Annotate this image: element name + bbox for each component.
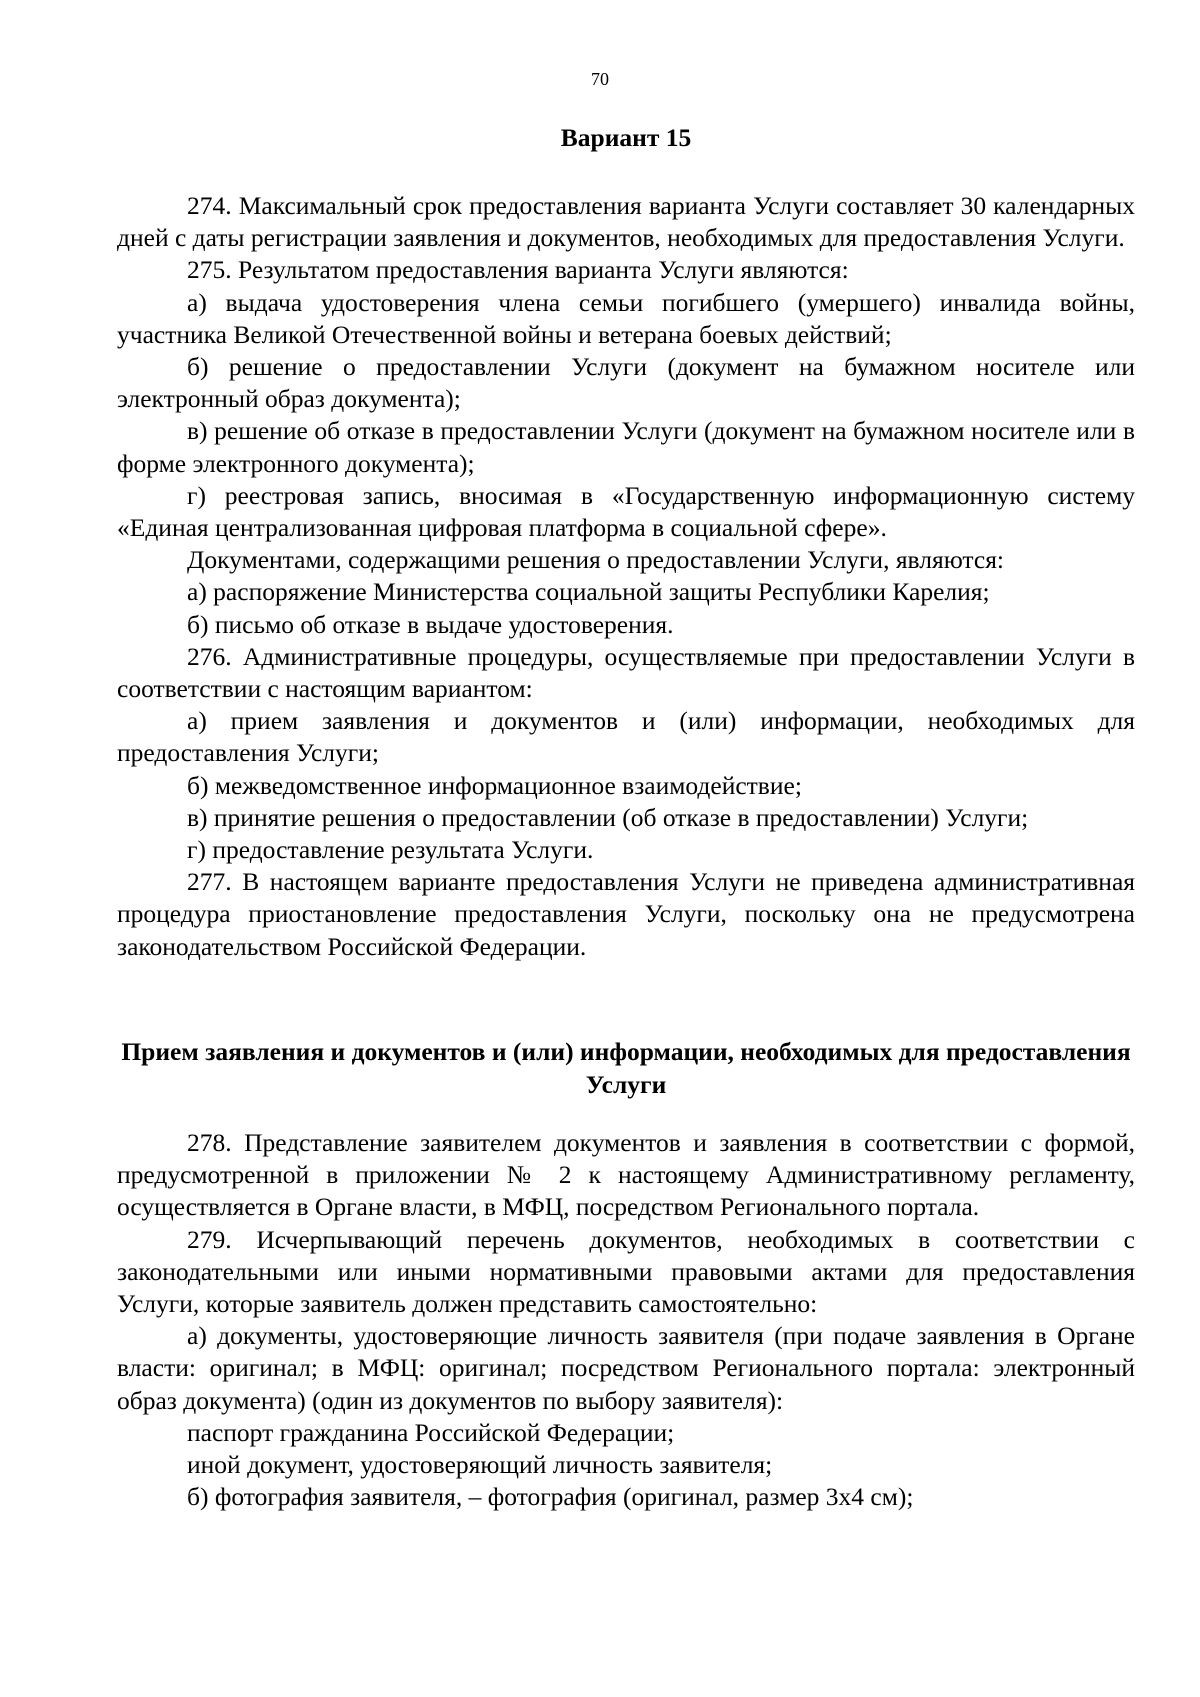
list-item-other-id: иной документ, удостоверяющий личность заявителя; — [187, 1450, 773, 1480]
paragraph-275: 275. Результатом предоставления варианта Услуги являются: — [187, 255, 849, 285]
paragraph-274: 274. Максимальный срок предоставления варианта Услуги составляет 30 календарных дней с даты регистрации заявления и документов, необходимых для предоставления Услуги. — [117, 191, 1135, 253]
list-item-279-a: а) документы, удостоверяющие личность заявителя (при подаче заявления в Органе власти: оригинал; в МФЦ: оригинал; посредством Регионального портала: электронный образ документа) (один из документов по выбору заявителя): — [117, 1321, 1135, 1415]
list-item-276-b: б) межведомственное информационное взаимодействие; — [187, 770, 802, 800]
list-item-275-b: б) решение о предоставлении Услуги (документ на бумажном носителе или электронный образ документа); — [117, 352, 1135, 414]
list-item-276-g: г) предоставление результата Услуги. — [187, 835, 594, 865]
list-item-275-a: а) выдача удостоверения члена семьи погибшего (умершего) инвалида войны, участника Великой Отечественной войны и ветерана боевых действий; — [117, 287, 1135, 349]
list-item-279-b: б) фотография заявителя, – фотография (оригинал, размер 3x4 см); — [187, 1482, 914, 1512]
list-item-276-v: в) принятие решения о предоставлении (об отказе в предоставлении) Услуги; — [187, 802, 1029, 832]
paragraph-decision-documents: Документами, содержащими решения о предоставлении Услуги, являются: — [187, 545, 1005, 575]
paragraph-277: 277. В настоящем варианте предоставления Услуги не приведена административная процедура приостановление предоставления Услуги, поскольку она не предусмотрена законодательством Российской Федерации. — [117, 867, 1135, 961]
list-item-passport: паспорт гражданина Российской Федерации; — [187, 1417, 675, 1447]
variant-heading: Вариант 15 — [560, 123, 692, 152]
paragraph-276: 276. Административные процедуры, осуществляемые при предоставлении Услуги в соответствии с настоящим вариантом: — [117, 641, 1135, 704]
paragraph-279: 279. Исчерпывающий перечень документов, необходимых в соответствии с законодательными или иными нормативными правовыми актами для предоставления Услуги, которые заявитель должен представить самостоятельно: — [117, 1224, 1135, 1319]
section-body-variant — [117, 190, 1135, 963]
paragraph-278: 278. Представление заявителем документов и заявления в соответствии с формой, предусмотренной в приложении № 2 к настоящему Административному регламенту, осуществляется в Органе власти, в МФЦ, посредством Регионального портала. — [117, 1128, 1135, 1222]
list-item-276-a: а) прием заявления и документов и (или) информации, необходимых для предоставления Услуги; — [117, 706, 1135, 768]
page-number: 70 — [591, 69, 609, 89]
list-item-275-g: г) реестровая запись, вносимая в «Государственную информационную систему «Единая централизованная цифровая платформа в социальной сфере». — [117, 480, 1135, 543]
list-item-decision-b: б) письмо об отказе в выдаче удостоверения. — [187, 609, 674, 639]
list-item-decision-a: а) распоряжение Министерства социальной защиты Республики Карелия; — [187, 577, 990, 607]
section-heading: Прием заявления и документов и (или) информации, необходимых для предоставления Услуги — [121, 1037, 1131, 1099]
list-item-275-v: в) решение об отказе в предоставлении Услуги (документ на бумажном носителе или в форме электронного документа); — [117, 416, 1135, 478]
section-body-intake — [117, 1127, 1135, 1513]
